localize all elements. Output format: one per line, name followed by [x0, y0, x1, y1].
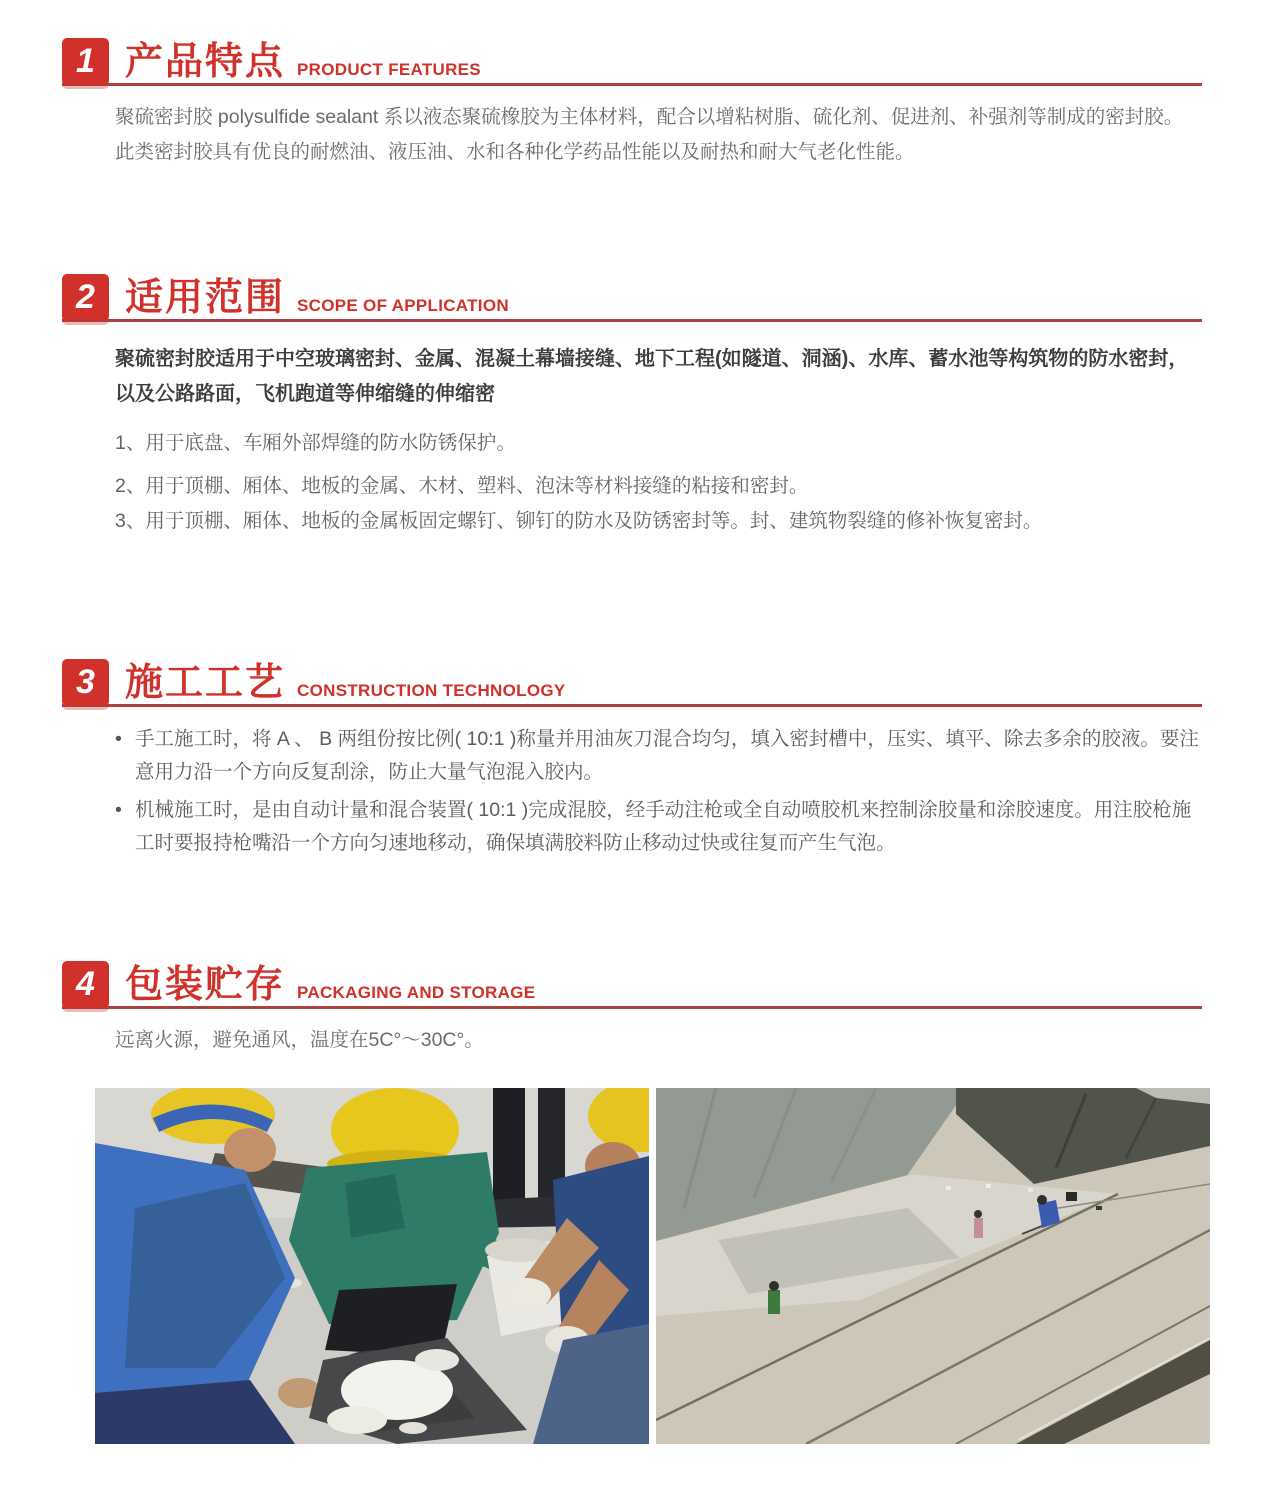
section-header	[62, 38, 1202, 86]
bullet-text: 机械施工时，是由自动计量和混合装置( 10:1 )完成混胶，经手动注枪或全自动喷胶机来控制涂胶量和涂胶速度。用注胶枪施工时要报持枪嘴沿一个方向匀速地移动，确保填满胶料防止移动过快或往复而产生气泡。	[135, 799, 1192, 854]
bullet-item	[115, 723, 1202, 789]
section-title-en: PRODUCT FEATURES	[297, 60, 481, 79]
list-item: 3、用于顶棚、厢体、地板的金属板固定螺钉、铆钉的防水及防锈密封等。封、建筑物裂缝的修补恢复密封。	[115, 510, 1043, 532]
section-number-badge: 3	[62, 659, 109, 706]
section-scope-of-application	[62, 274, 1202, 536]
section-title-zh: 适用范围	[125, 277, 286, 320]
photo-illustration-dam-slope	[656, 1088, 1210, 1444]
section-header	[62, 274, 1202, 322]
photo-gallery	[95, 1088, 1210, 1444]
section-title-zh: 施工工艺	[125, 662, 286, 705]
section-body	[62, 1009, 1202, 1058]
bullet-icon: •	[115, 728, 122, 750]
section-body	[62, 322, 1202, 536]
section-title-zh: 包装贮存	[125, 964, 286, 1007]
numbered-list	[115, 428, 1202, 536]
lead-paragraph: 聚硫密封胶适用于中空玻璃密封、金属、混凝土幕墙接缝、地下工程(如隧道、洞涵)、水库、蓄水池等构筑物的防水密封，以及公路路面，飞机跑道等伸缩缝的伸缩密	[115, 348, 1189, 405]
list-item: 2、用于顶棚、厢体、地板的金属、木材、塑料、泡沫等材料接缝的粘接和密封。	[115, 475, 809, 497]
section-number-badge: 4	[62, 961, 109, 1008]
photo-workers-applying-sealant	[95, 1088, 649, 1444]
section-product-features	[62, 38, 1202, 170]
section-construction-technology	[62, 659, 1202, 860]
paragraph: 远离火源，避免通风，温度在5C°～30C°。	[115, 1029, 484, 1051]
bullet-text: 手工施工时，将 A 、 B 两组份按比例( 10:1 )称量并用油灰刀混合均匀，填入密封槽中，压实、填平、除去多余的胶液。要注意用力沿一个方向反复刮涂，防止大量气泡混入胶内。	[135, 728, 1199, 783]
section-title-en: PACKAGING AND STORAGE	[297, 983, 536, 1002]
bullet-icon: •	[115, 799, 122, 821]
section-header	[62, 659, 1202, 707]
section-title-en: CONSTRUCTION TECHNOLOGY	[297, 681, 566, 700]
section-body	[62, 86, 1202, 170]
bullet-item	[115, 794, 1202, 860]
list-item: 1、用于底盘、车厢外部焊缝的防水防锈保护。	[115, 432, 516, 454]
paragraph: 聚硫密封胶 polysulfide sealant 系以液态聚硫橡胶为主体材料，配合以增粘树脂、硫化剂、促进剂、补强剂等制成的密封胶。此类密封胶具有优良的耐燃油、液压油、水和各种化学药品性能以及耐热和耐大气老化性能。	[115, 106, 1184, 163]
section-body	[62, 707, 1202, 860]
section-number-badge: 1	[62, 38, 109, 85]
section-header	[62, 961, 1202, 1009]
section-number-badge: 2	[62, 274, 109, 321]
section-title-zh: 产品特点	[125, 41, 286, 84]
photo-dam-slope-joint-sealing	[656, 1088, 1210, 1444]
photo-illustration-workers	[95, 1088, 649, 1444]
section-title-en: SCOPE OF APPLICATION	[297, 296, 509, 315]
section-packaging-and-storage	[62, 961, 1202, 1058]
bullet-list	[115, 723, 1202, 860]
